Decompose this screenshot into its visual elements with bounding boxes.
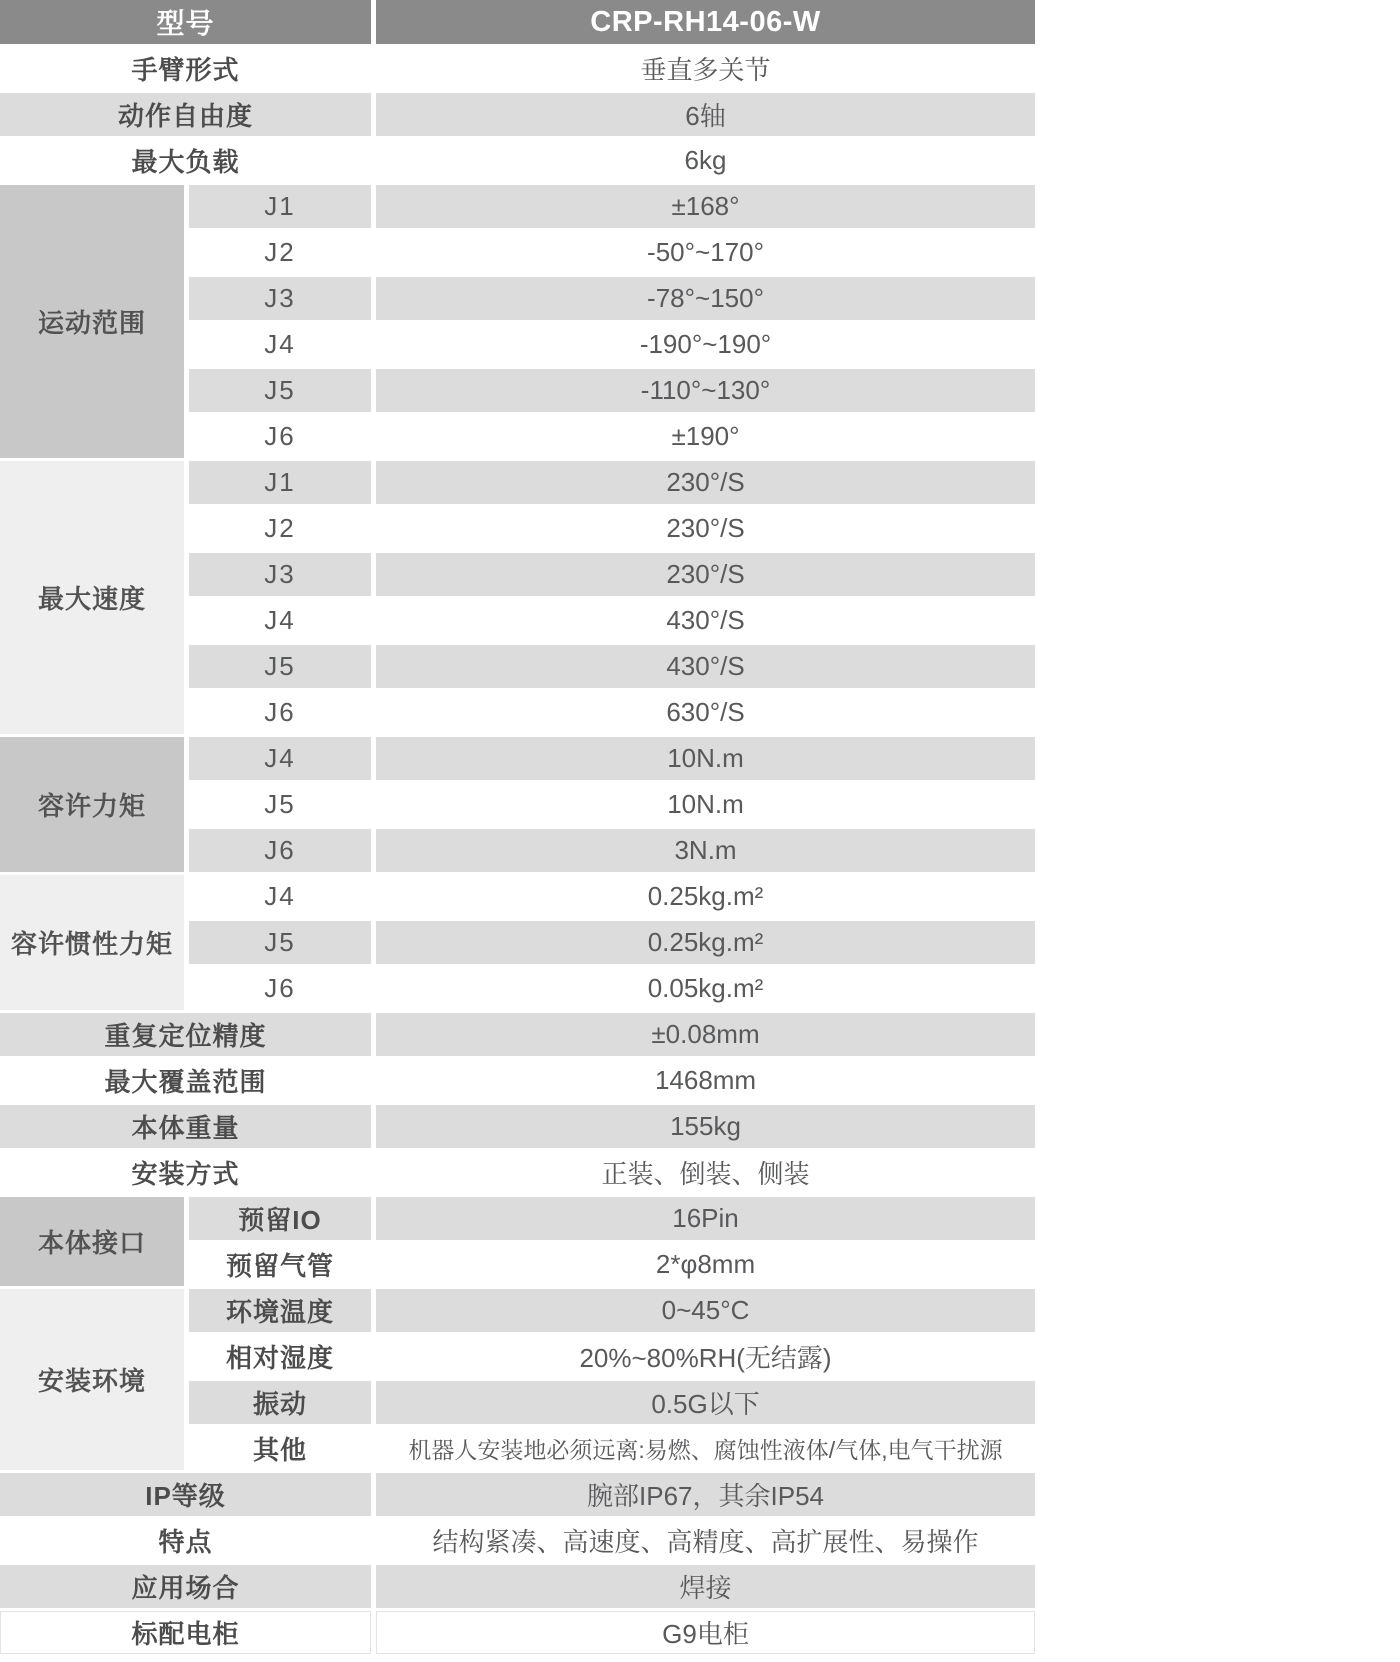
spec-row [0,1519,1035,1562]
axis-label-cell: 环境温度 [189,1289,371,1332]
spec-row [0,47,1035,90]
row-label-cell: 最大负载 [131,147,240,177]
row-value-cell: 2*φ8mm [655,1249,756,1279]
axis-label-cell: J5 [189,369,371,412]
spec-row [0,93,1035,136]
row-value-cell: 230°/S [376,461,1035,504]
axis-label-cell: J3 [189,553,371,596]
spec-row [0,1059,1035,1102]
row-label-cell: 应用场合 [0,1565,371,1608]
axis-label-cell: 振动 [189,1381,371,1424]
row-value-cell: 0.25kg.m² [647,881,764,911]
spec-row [0,1013,1035,1056]
axis-label-cell: J1 [189,185,371,228]
row-value-cell: G9电柜 [376,1611,1035,1654]
row-label-cell: 重复定位精度 [0,1013,371,1056]
row-value-cell: 230°/S [376,553,1035,596]
row-value-cell: 10N.m [667,789,744,819]
axis-label-cell: J4 [189,737,371,780]
axis-label-cell: J5 [189,645,371,688]
row-value-cell: 3N.m [376,829,1035,872]
row-label-cell: 本体重量 [0,1105,371,1148]
row-value-cell: ±0.08mm [376,1013,1035,1056]
row-value-cell: ±168° [376,185,1035,228]
row-value-cell: 630°/S [666,697,745,727]
group-label-cell: 最大速度 [0,461,184,734]
row-value-cell: -190°~190° [639,329,772,359]
axis-label-cell: 预留IO [189,1197,371,1240]
spec-row [0,1289,1035,1332]
row-value-cell: 0.05kg.m² [647,973,764,1003]
row-value-cell: 腕部IP67，其余IP54 [376,1473,1035,1516]
axis-label-cell: J4 [264,605,296,635]
axis-label-cell: J3 [189,277,371,320]
group-label-cell: 容许惯性力矩 [0,875,184,1010]
spec-row [0,875,1035,918]
axis-label-cell: J5 [264,789,296,819]
axis-label-cell: J5 [189,921,371,964]
row-label-cell: 安装方式 [131,1159,240,1189]
spec-row [0,1565,1035,1608]
row-value-cell: 6kg [684,145,727,175]
axis-label-cell: J2 [264,513,296,543]
row-label-cell: 动作自由度 [0,93,371,136]
row-value-cell: 结构紧凑、高速度、高精度、高扩展性、易操作 [432,1527,979,1557]
row-value-cell: 20%~80%RH(无结露) [579,1343,832,1373]
axis-label-cell: J4 [264,329,296,359]
row-value-cell: -50°~170° [647,237,764,267]
spec-row [0,1473,1035,1516]
row-value-cell: 0.25kg.m² [376,921,1035,964]
group-label-cell: 运动范围 [0,185,184,458]
row-value-cell: 6轴 [376,93,1035,136]
row-value-cell: 430°/S [376,645,1035,688]
axis-label-cell: J6 [189,829,371,872]
model-label-cell: 型号 [0,0,371,44]
axis-label-cell: 相对湿度 [226,1343,335,1373]
spec-row [0,1611,1035,1654]
row-label-cell: IP等级 [0,1473,371,1516]
row-value-cell: 垂直多关节 [640,55,771,85]
header-row [0,0,1035,44]
spec-row [0,139,1035,182]
axis-label-cell: J6 [264,973,296,1003]
model-value-cell: CRP-RH14-06-W [376,0,1035,44]
spec-row [0,461,1035,504]
row-value-cell: 焊接 [376,1565,1035,1608]
spec-row [0,185,1035,228]
row-value-cell: 1468mm [654,1065,757,1095]
row-value-cell: 16Pin [376,1197,1035,1240]
group-label-cell: 安装环境 [0,1289,184,1470]
row-value-cell: -78°~150° [376,277,1035,320]
row-value-cell: 430°/S [666,605,745,635]
row-value-cell: ±190° [671,421,740,451]
spec-row [0,737,1035,780]
group-label-cell: 容许力矩 [0,737,184,872]
group-label-cell: 本体接口 [0,1197,184,1286]
row-value-cell: 0.5G以下 [376,1381,1035,1424]
spec-row [0,1151,1035,1194]
spec-row [0,1105,1035,1148]
row-value-cell: 正装、倒装、侧装 [601,1159,810,1189]
row-value-cell: 机器人安装地必须远离:易燃、腐蚀性液体/气体,电气干扰源 [408,1437,1003,1463]
axis-label-cell: J6 [264,697,296,727]
row-value-cell: 10N.m [376,737,1035,780]
row-label-cell: 标配电柜 [0,1611,371,1654]
axis-label-cell: J6 [264,421,296,451]
spec-row [0,1197,1035,1240]
row-label-cell: 特点 [158,1527,213,1557]
row-value-cell: -110°~130° [376,369,1035,412]
axis-label-cell: J4 [264,881,296,911]
axis-label-cell: 预留气管 [226,1251,335,1281]
row-value-cell: 155kg [376,1105,1035,1148]
row-value-cell: 0~45°C [376,1289,1035,1332]
axis-label-cell: J1 [189,461,371,504]
axis-label-cell: 其他 [253,1435,308,1465]
axis-label-cell: J2 [264,237,296,267]
row-value-cell: 230°/S [666,513,745,543]
row-label-cell: 最大覆盖范围 [104,1067,267,1097]
row-label-cell: 手臂形式 [131,55,240,85]
